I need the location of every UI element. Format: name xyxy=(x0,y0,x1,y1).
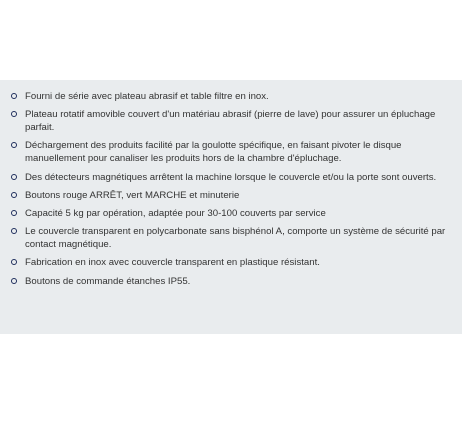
feature-text: Plateau rotatif amovible couvert d'un matériau abrasif (pierre de lave) pour assurer un épluchage parfait. xyxy=(25,109,436,134)
feature-text: Des détecteurs magnétiques arrêtent la machine lorsque le couvercle et/ou la porte sont ouverts. xyxy=(25,171,437,183)
feature-text: Capacité 5 kg par opération, adaptée pour 30-100 couverts par service xyxy=(25,207,326,219)
feature-text: Le couvercle transparent en polycarbonate sans bisphénol A, comporte un système de sécurité par contact magnétique. xyxy=(25,226,446,251)
feature-list-item xyxy=(11,171,451,184)
circle-bullet-icon xyxy=(11,259,17,265)
feature-text: Boutons rouge ARRÊT, vert MARCHE et minuterie xyxy=(25,189,240,201)
feature-list-item xyxy=(11,225,451,251)
circle-bullet-icon xyxy=(11,210,17,216)
feature-text: Fourni de série avec plateau abrasif et table filtre en inox. xyxy=(25,91,269,102)
circle-bullet-icon xyxy=(11,228,17,234)
feature-list-item xyxy=(11,207,451,220)
feature-text: Boutons de commande étanches IP55. xyxy=(25,275,191,287)
feature-list-item xyxy=(11,90,451,103)
feature-list-item xyxy=(11,256,451,269)
feature-list-item xyxy=(11,189,451,202)
circle-bullet-icon xyxy=(11,192,17,198)
feature-text: Fabrication en inox avec couvercle transparent en plastique résistant. xyxy=(25,257,320,269)
circle-bullet-icon xyxy=(11,142,17,148)
circle-bullet-icon xyxy=(11,278,17,284)
feature-list-item xyxy=(11,139,451,165)
feature-text: Déchargement des produits facilité par la goulotte spécifique, en faisant pivoter le disque manuellement pour canaliser les produits hors de la chambre d'épluchage. xyxy=(25,140,402,165)
feature-list-item xyxy=(11,108,451,134)
feature-list-item xyxy=(11,275,451,288)
circle-bullet-icon xyxy=(11,93,17,99)
circle-bullet-icon xyxy=(11,174,17,180)
circle-bullet-icon xyxy=(11,111,17,117)
feature-list xyxy=(11,90,451,293)
